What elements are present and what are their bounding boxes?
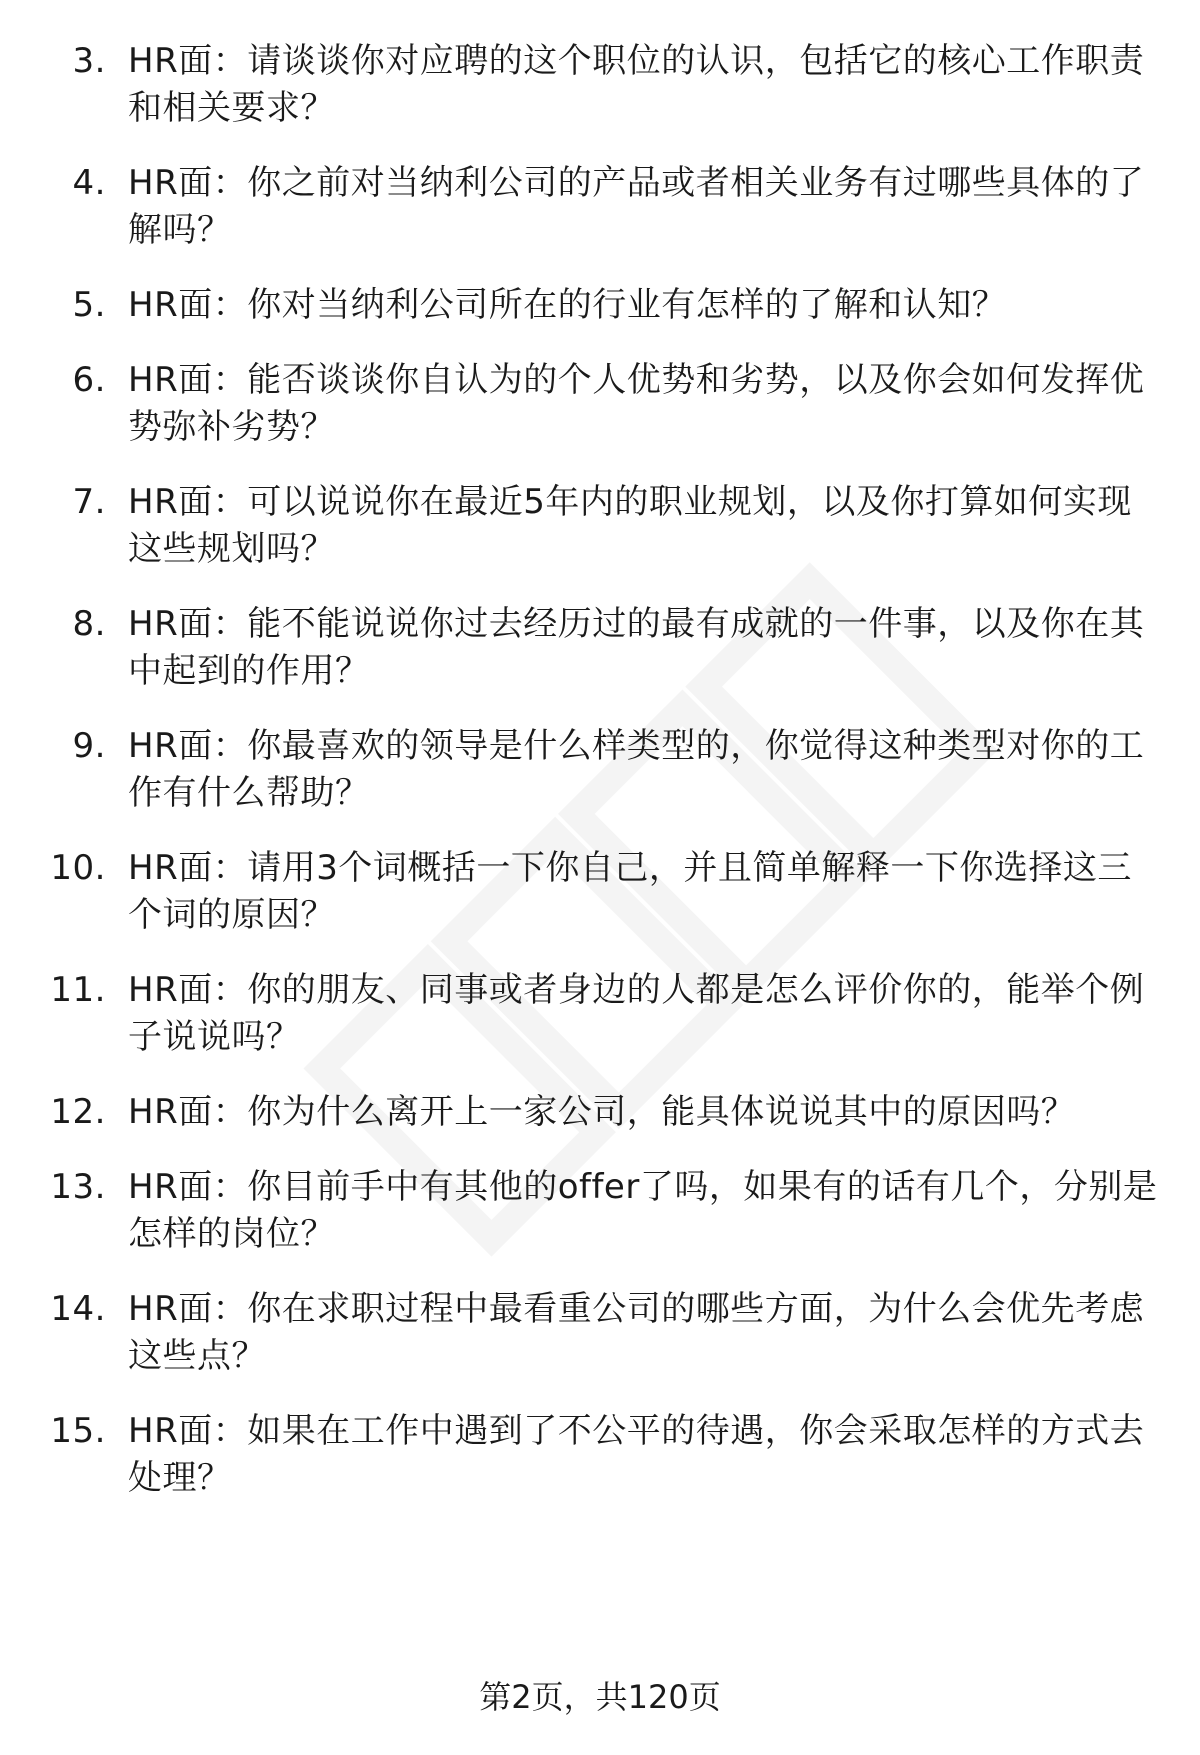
question-item [0, 1286, 1200, 1380]
question-text: HR面：能否谈谈你自认为的个人优势和劣势，以及你会如何发挥优势弥补劣势？ [128, 360, 1145, 447]
question-item [0, 601, 1200, 695]
question-number: 3. [72, 41, 106, 81]
question-text: HR面：你目前手中有其他的offer了吗，如果有的话有几个，分别是怎样的岗位？ [128, 1167, 1158, 1254]
question-text: HR面：你之前对当纳利公司的产品或者相关业务有过哪些具体的了解吗？ [128, 163, 1145, 250]
question-text: HR面：可以说说你在最近5年内的职业规划，以及你打算如何实现这些规划吗？ [128, 482, 1132, 569]
question-text: HR面：请谈谈你对应聘的这个职位的认识，包括它的核心工作职责和相关要求？ [128, 41, 1145, 128]
question-number: 14. [50, 1289, 106, 1329]
question-text: HR面：你最喜欢的领导是什么样类型的，你觉得这种类型对你的工作有什么帮助？ [128, 726, 1145, 813]
question-number: 8. [72, 604, 106, 644]
question-item [0, 967, 1200, 1061]
page-footer: 第2页，共120页 [479, 1678, 721, 1716]
question-text: HR面：你为什么离开上一家公司，能具体说说其中的原因吗？ [128, 1092, 1076, 1132]
question-item [0, 723, 1200, 817]
question-text: HR面：如果在工作中遇到了不公平的待遇，你会采取怎样的方式去处理？ [128, 1411, 1145, 1498]
question-number: 11. [50, 970, 106, 1010]
question-item [0, 38, 1200, 132]
question-number: 13. [50, 1167, 106, 1207]
question-number: 6. [72, 360, 106, 400]
question-number: 4. [72, 163, 106, 203]
question-item [0, 160, 1200, 254]
question-number: 7. [72, 482, 106, 522]
question-text: HR面：你的朋友、同事或者身边的人都是怎么评价你的，能举个例子说说吗？ [128, 970, 1145, 1057]
question-number: 12. [50, 1092, 106, 1132]
question-number: 15. [50, 1411, 106, 1451]
question-item [0, 1164, 1200, 1258]
question-number: 5. [72, 285, 106, 325]
question-item [0, 357, 1200, 451]
question-list [0, 38, 1200, 1530]
question-item [0, 282, 1200, 329]
question-item [0, 1408, 1200, 1502]
question-text: HR面：请用3个词概括一下你自己，并且简单解释一下你选择这三个词的原因？ [128, 848, 1132, 935]
question-text: HR面：能不能说说你过去经历过的最有成就的一件事，以及你在其中起到的作用？ [128, 604, 1145, 691]
question-text: HR面：你对当纳利公司所在的行业有怎样的了解和认知？ [128, 285, 1007, 325]
question-item [0, 479, 1200, 573]
question-number: 10. [50, 848, 106, 888]
question-item [0, 845, 1200, 939]
question-text: HR面：你在求职过程中最看重公司的哪些方面，为什么会优先考虑这些点？ [128, 1289, 1145, 1376]
question-item [0, 1089, 1200, 1136]
question-number: 9. [72, 726, 106, 766]
